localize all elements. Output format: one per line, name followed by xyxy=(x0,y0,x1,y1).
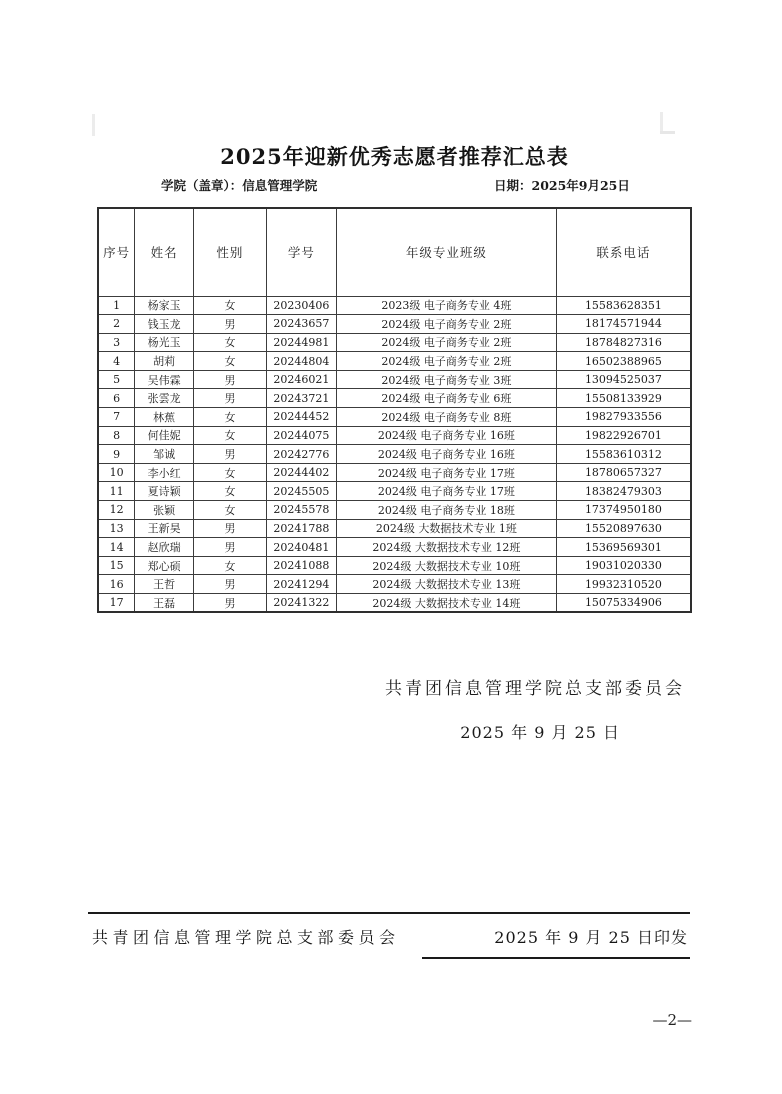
table-cell: 19932310520 xyxy=(556,575,691,594)
table-row xyxy=(98,370,691,389)
table-cell: 20244402 xyxy=(266,463,336,482)
table-cell: 20242776 xyxy=(266,445,336,464)
table-cell: 女 xyxy=(193,556,266,575)
table-cell: 男 xyxy=(193,538,266,557)
table-cell: 20241788 xyxy=(266,519,336,538)
table-cell: 20243657 xyxy=(266,315,336,334)
scan-mark-left xyxy=(92,114,95,136)
table-cell: 15369569301 xyxy=(556,538,691,557)
table-cell: 钱玉龙 xyxy=(135,315,194,334)
table-cell: 6 xyxy=(98,389,135,408)
table-cell: 男 xyxy=(193,315,266,334)
table-cell: 林蕉 xyxy=(135,408,194,427)
table-cell: 2024级 电子商务专业 17班 xyxy=(336,482,556,501)
footer-issue-date: 2025 年 9 月 25 日印发 xyxy=(494,927,688,947)
table-cell: 2024级 电子商务专业 18班 xyxy=(336,501,556,520)
table-cell: 19827933556 xyxy=(556,408,691,427)
table-cell: 何佳妮 xyxy=(135,426,194,445)
table-cell: 3 xyxy=(98,333,135,352)
table-cell: 男 xyxy=(193,594,266,613)
table-cell: 8 xyxy=(98,426,135,445)
table-row xyxy=(98,445,691,464)
table-cell: 胡莉 xyxy=(135,352,194,371)
footer-line xyxy=(88,922,690,950)
table-cell: 2024级 大数据技术专业 10班 xyxy=(336,556,556,575)
footer-rule-bottom xyxy=(422,957,690,959)
table-cell: 2024级 电子商务专业 8班 xyxy=(336,408,556,427)
table-cell: 20230406 xyxy=(266,296,336,315)
table-row xyxy=(98,315,691,334)
table-cell: 20241088 xyxy=(266,556,336,575)
table-row xyxy=(98,333,691,352)
table-cell: 男 xyxy=(193,445,266,464)
table-cell: 女 xyxy=(193,352,266,371)
table-cell: 吴伟霖 xyxy=(135,370,194,389)
table-cell: 20246021 xyxy=(266,370,336,389)
table-cell: 20244075 xyxy=(266,426,336,445)
table-row xyxy=(98,575,691,594)
college-seal-label: 学院（盖章）：信息管理学院 xyxy=(161,178,318,193)
table-row xyxy=(98,352,691,371)
header-phone: 联系电话 xyxy=(556,208,691,296)
table-cell: 王新昊 xyxy=(135,519,194,538)
table-cell: 2024级 电子商务专业 3班 xyxy=(336,370,556,389)
table-cell: 男 xyxy=(193,575,266,594)
table-cell: 5 xyxy=(98,370,135,389)
volunteer-roster-table xyxy=(97,207,692,613)
table-cell: 2024级 电子商务专业 2班 xyxy=(336,352,556,371)
table-row xyxy=(98,501,691,520)
table-cell: 女 xyxy=(193,408,266,427)
header-class: 年级专业班级 xyxy=(336,208,556,296)
table-cell: 20244981 xyxy=(266,333,336,352)
table-cell: 20244804 xyxy=(266,352,336,371)
table-cell: 邹诚 xyxy=(135,445,194,464)
table-cell: 16 xyxy=(98,575,135,594)
table-cell: 17374950180 xyxy=(556,501,691,520)
table-cell: 15583628351 xyxy=(556,296,691,315)
table-row xyxy=(98,538,691,557)
table-cell: 王哲 xyxy=(135,575,194,594)
table-cell: 女 xyxy=(193,296,266,315)
table-cell: 2024级 大数据技术专业 12班 xyxy=(336,538,556,557)
table-cell: 20241294 xyxy=(266,575,336,594)
table-cell: 18174571944 xyxy=(556,315,691,334)
table-cell: 女 xyxy=(193,426,266,445)
scan-mark-right-vertical xyxy=(660,112,663,133)
table-cell: 1 xyxy=(98,296,135,315)
table-cell: 2024级 电子商务专业 17班 xyxy=(336,463,556,482)
table-cell: 男 xyxy=(193,389,266,408)
table-row xyxy=(98,389,691,408)
table-cell: 20240481 xyxy=(266,538,336,557)
table-cell: 13094525037 xyxy=(556,370,691,389)
table-row xyxy=(98,594,691,613)
page-title: 2025年迎新优秀志愿者推荐汇总表 xyxy=(220,144,569,169)
table-cell: 15508133929 xyxy=(556,389,691,408)
signature-organization: 共青团信息管理学院总支部委员会 xyxy=(385,679,685,699)
header-student-id: 学号 xyxy=(266,208,336,296)
table-cell: 13 xyxy=(98,519,135,538)
table-cell: 4 xyxy=(98,352,135,371)
table-cell: 杨家玉 xyxy=(135,296,194,315)
table-row xyxy=(98,482,691,501)
table-cell: 20245578 xyxy=(266,501,336,520)
table-cell: 2 xyxy=(98,315,135,334)
table-cell: 15583610312 xyxy=(556,445,691,464)
date-label: 日期：2025年9月25日 xyxy=(494,178,630,193)
table-row xyxy=(98,463,691,482)
table-cell: 12 xyxy=(98,501,135,520)
table-cell: 7 xyxy=(98,408,135,427)
table-cell: 张颖 xyxy=(135,501,194,520)
table-cell: 15075334906 xyxy=(556,594,691,613)
table-cell: 20243721 xyxy=(266,389,336,408)
header-index: 序号 xyxy=(98,208,135,296)
table-cell: 张雲龙 xyxy=(135,389,194,408)
table-cell: 李小红 xyxy=(135,463,194,482)
table-cell: 2024级 电子商务专业 6班 xyxy=(336,389,556,408)
table-cell: 20241322 xyxy=(266,594,336,613)
table-cell: 14 xyxy=(98,538,135,557)
table-cell: 女 xyxy=(193,333,266,352)
footer-organization: 共青团信息管理学院总支部委员会 xyxy=(92,927,400,947)
meta-row xyxy=(97,176,692,194)
table-row xyxy=(98,296,691,315)
header-name: 姓名 xyxy=(135,208,194,296)
table-cell: 18784827316 xyxy=(556,333,691,352)
table-header-row xyxy=(98,208,691,296)
table-cell: 17 xyxy=(98,594,135,613)
table-cell: 19031020330 xyxy=(556,556,691,575)
table-cell: 2024级 电子商务专业 2班 xyxy=(336,333,556,352)
table-cell: 2024级 电子商务专业 2班 xyxy=(336,315,556,334)
table-cell: 男 xyxy=(193,370,266,389)
table-cell: 11 xyxy=(98,482,135,501)
table-cell: 18780657327 xyxy=(556,463,691,482)
table-cell: 女 xyxy=(193,482,266,501)
table-cell: 2024级 大数据技术专业 13班 xyxy=(336,575,556,594)
table-cell: 王磊 xyxy=(135,594,194,613)
table-header xyxy=(98,208,691,296)
table-cell: 女 xyxy=(193,463,266,482)
table-body xyxy=(98,296,691,612)
table-cell: 15 xyxy=(98,556,135,575)
table-cell: 女 xyxy=(193,501,266,520)
table-row xyxy=(98,426,691,445)
table-cell: 2024级 电子商务专业 16班 xyxy=(336,445,556,464)
table-cell: 20245505 xyxy=(266,482,336,501)
table-row xyxy=(98,519,691,538)
header-gender: 性别 xyxy=(193,208,266,296)
table-cell: 18382479303 xyxy=(556,482,691,501)
table-cell: 2024级 大数据技术专业 1班 xyxy=(336,519,556,538)
table-cell: 赵欣瑞 xyxy=(135,538,194,557)
table-cell: 20244452 xyxy=(266,408,336,427)
table-cell: 15520897630 xyxy=(556,519,691,538)
signature-date: 2025 年 9 月 25 日 xyxy=(460,723,620,742)
table-cell: 16502388965 xyxy=(556,352,691,371)
table-cell: 9 xyxy=(98,445,135,464)
table-row xyxy=(98,408,691,427)
table-cell: 19822926701 xyxy=(556,426,691,445)
table-cell: 2024级 电子商务专业 16班 xyxy=(336,426,556,445)
table-cell: 夏诗颖 xyxy=(135,482,194,501)
table-cell: 杨光玉 xyxy=(135,333,194,352)
table-cell: 2024级 大数据技术专业 14班 xyxy=(336,594,556,613)
table-cell: 2023级 电子商务专业 4班 xyxy=(336,296,556,315)
page-number: —2— xyxy=(652,1011,692,1029)
table-cell: 男 xyxy=(193,519,266,538)
table-cell: 郑心硕 xyxy=(135,556,194,575)
scan-mark-right-horizontal xyxy=(660,131,675,134)
table-cell: 10 xyxy=(98,463,135,482)
table-row xyxy=(98,556,691,575)
footer-rule-top xyxy=(88,912,690,914)
